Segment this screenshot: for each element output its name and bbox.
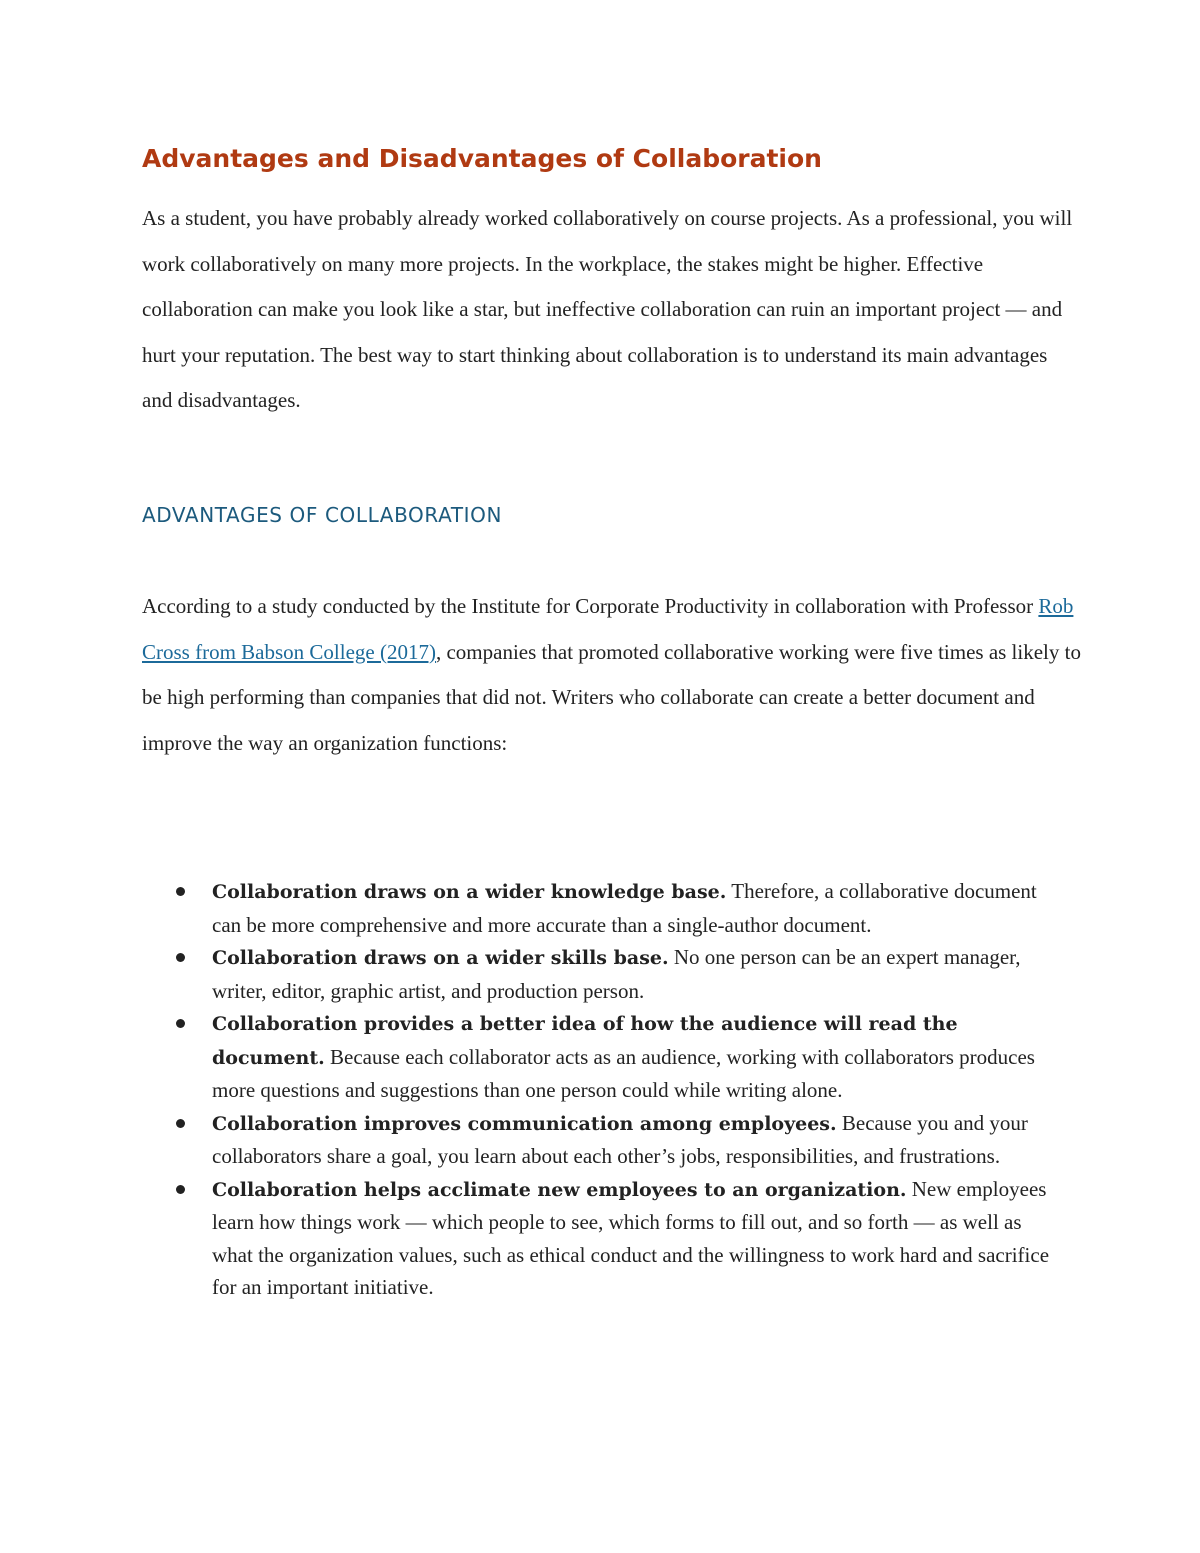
section-heading: ADVANTAGES OF COLLABORATION xyxy=(142,503,503,527)
list-item-heading: Collaboration draws on a wider skills base. xyxy=(212,947,669,969)
list-item-heading: Collaboration improves communication among employees. xyxy=(212,1112,837,1135)
advantages-list xyxy=(172,875,1062,1304)
list-item-text: No one person can be an expert manager, writer, editor, graphic artist, and production person. xyxy=(212,945,1021,1003)
study-paragraph xyxy=(142,584,1082,766)
list-item-text: New employees learn how things work — which people to see, which forms to fill out, and so forth — as well as what the organization values, such as ethical conduct and the willingness to work hard and sacrifice for an important initiative. xyxy=(212,1176,1050,1299)
page-title: Advantages and Disadvantages of Collaboration xyxy=(142,144,822,173)
list-item xyxy=(172,1007,1062,1107)
list-item-text: Because each collaborator acts as an audience, working with collaborators produces more questions and suggestions than one person could while writing alone. xyxy=(212,1044,1035,1102)
bullet-icon xyxy=(176,1119,185,1128)
bullet-icon xyxy=(176,887,185,896)
babson-college-link[interactable]: Rob Cross from Babson College (2017) xyxy=(142,594,1074,664)
list-item xyxy=(172,875,1062,941)
list-item xyxy=(172,1107,1062,1173)
study-text-after-link: , companies that promoted collaborative working were five times as likely to be high performing than companies that did not. Writers who collaborate can create a better document and improve the way an organization functions: xyxy=(142,639,1081,755)
list-item-text: Therefore, a collaborative document can be more comprehensive and more accurate than a single-author document. xyxy=(212,879,1037,937)
list-item-text: Because you and your collaborators share a goal, you learn about each other’s jobs, responsibilities, and frustrations. xyxy=(212,1110,1028,1168)
bullet-icon xyxy=(176,1019,185,1028)
intro-paragraph: As a student, you have probably already worked collaboratively on course projects. As a professional, you will work collaboratively on many more projects. In the workplace, the stakes might be higher. Effective collaboration can make you look like a star, but ineffective collaboration can ruin an important project — and hurt your reputation. The best way to start thinking about collaboration is to understand its main advantages and disadvantages. xyxy=(142,206,1073,412)
study-text-before-link: According to a study conducted by the Institute for Corporate Productivity in collaboration with Professor xyxy=(142,594,1039,618)
bullet-icon xyxy=(176,953,185,962)
list-item-heading: Collaboration helps acclimate new employees to an organization. xyxy=(212,1178,907,1201)
list-item-heading: Collaboration provides a better idea of how the audience will read the document. xyxy=(212,1013,958,1069)
list-item-heading: Collaboration draws on a wider knowledge base. xyxy=(212,881,727,903)
list-item xyxy=(172,941,1062,1007)
list-item xyxy=(172,1173,1062,1304)
bullet-icon xyxy=(176,1185,185,1194)
